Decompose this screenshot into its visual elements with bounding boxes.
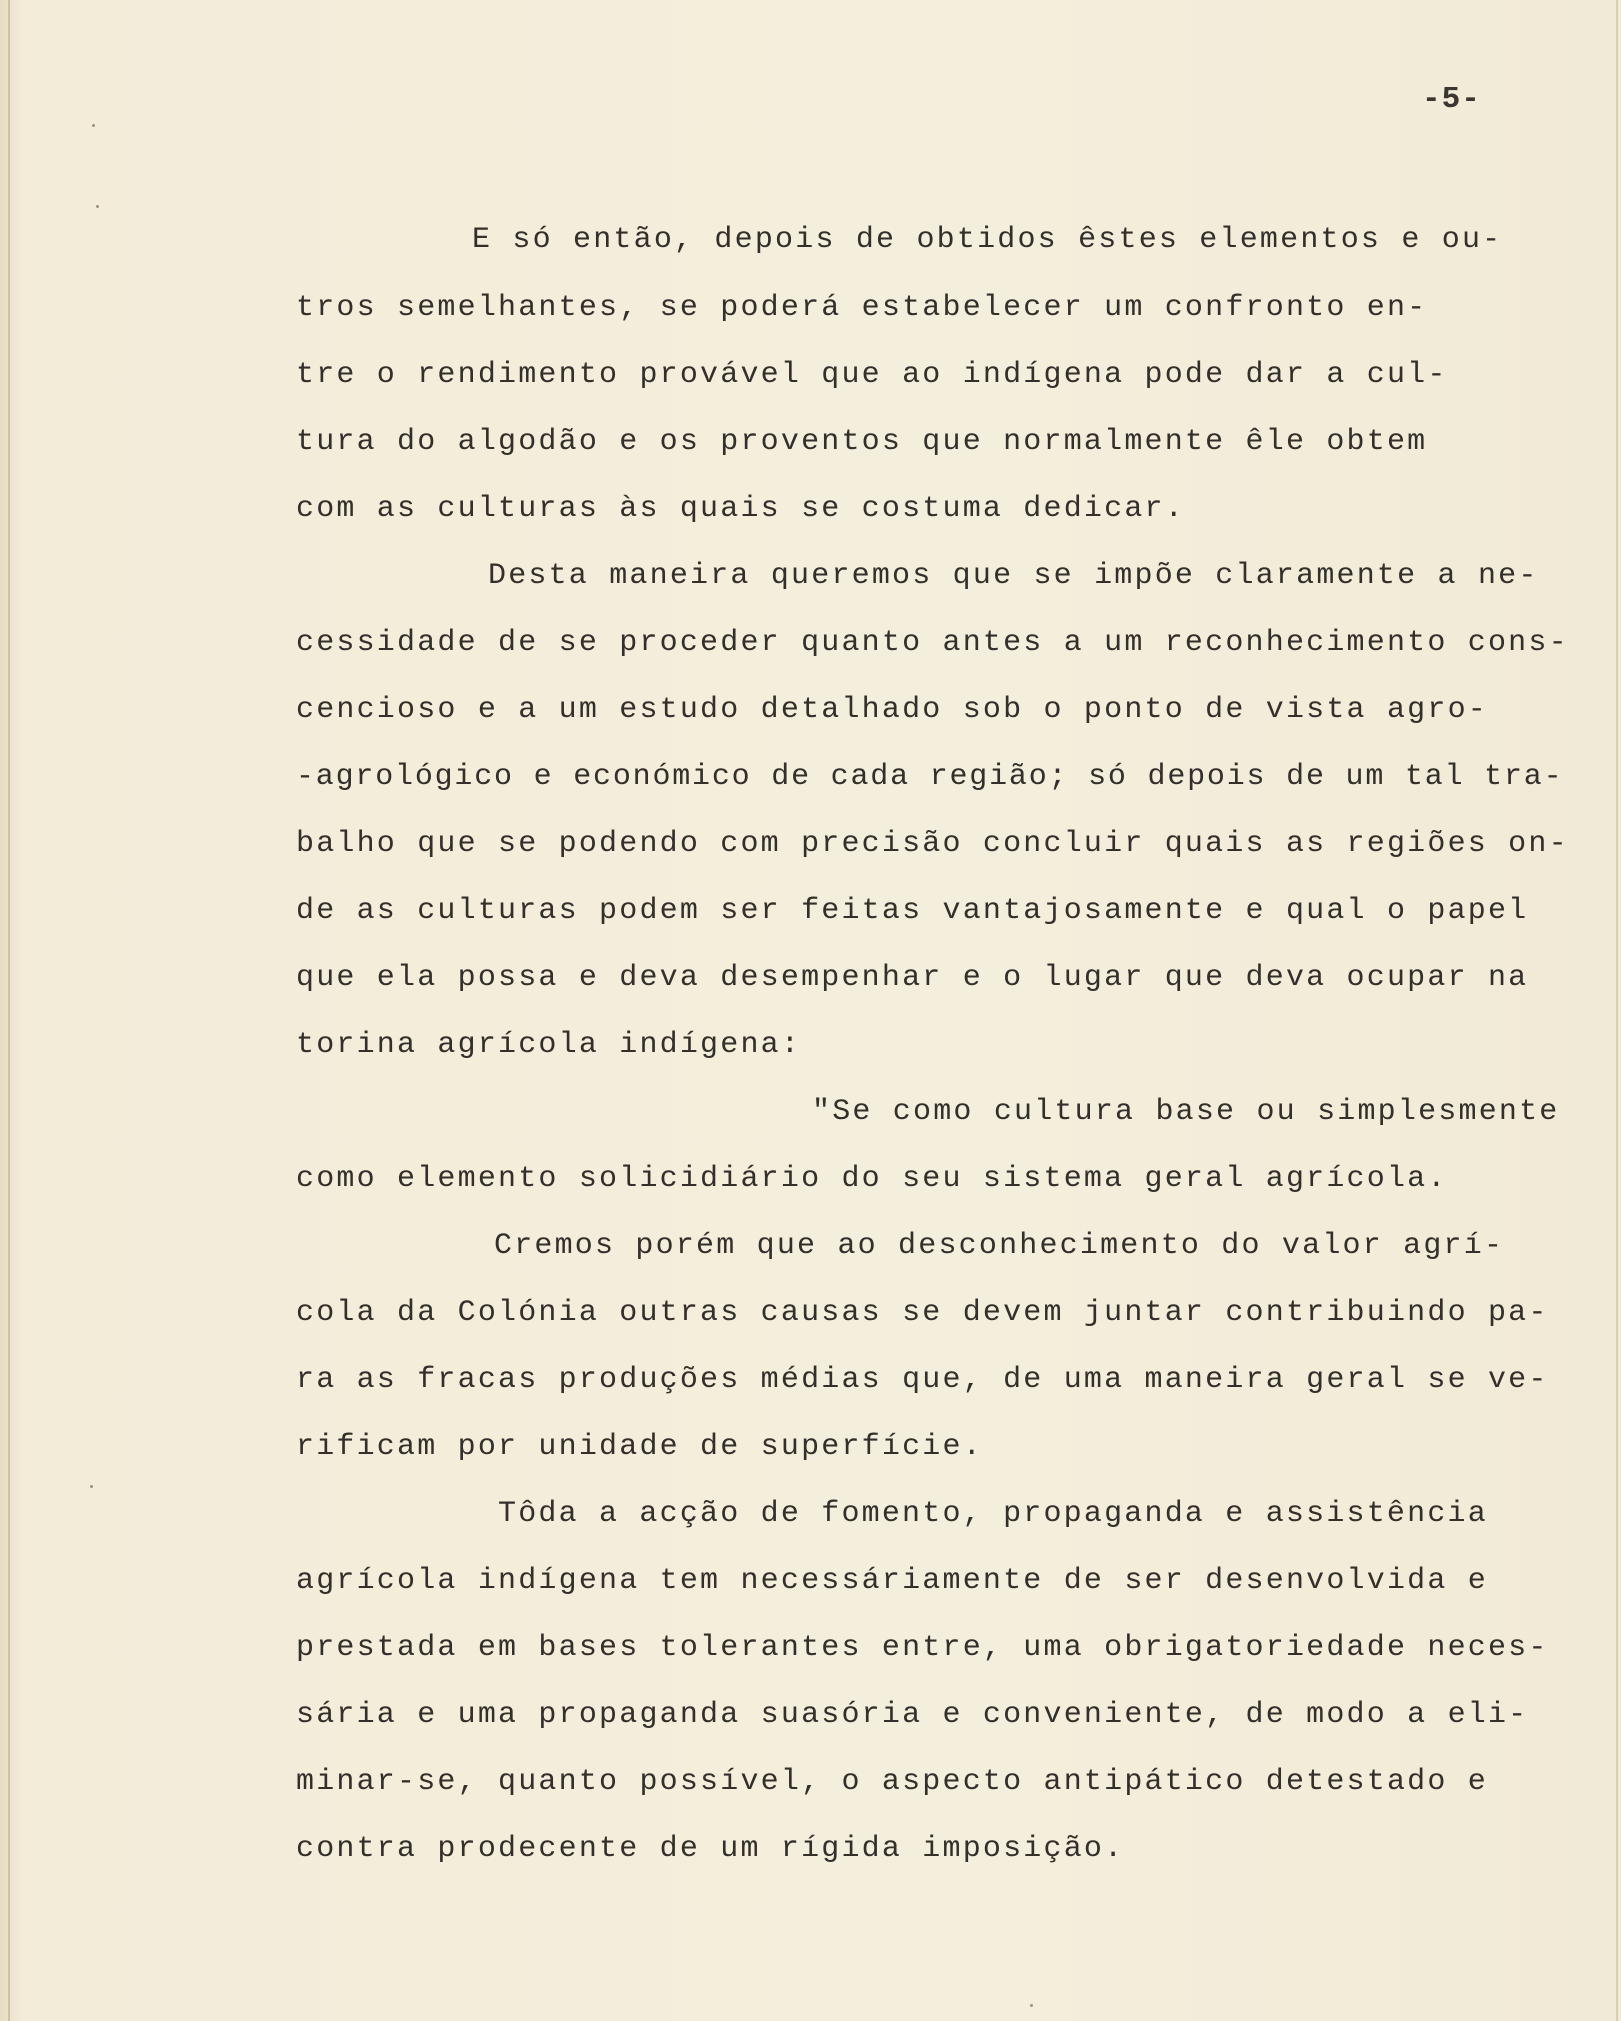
text-line: Cremos porém que ao desconhecimento do valor agrí- bbox=[494, 1229, 1505, 1263]
text-line: minar-se, quanto possível, o aspecto antipático detestado e bbox=[296, 1765, 1488, 1799]
page-number: -5- bbox=[1422, 82, 1481, 117]
text-line: -agrológico e económico de cada região; só depois de um tal tra- bbox=[296, 760, 1564, 794]
text-line: como elemento solicidiário do seu sistema geral agrícola. bbox=[296, 1162, 1448, 1196]
text-line: cencioso e a um estudo detalhado sob o ponto de vista agro- bbox=[296, 693, 1488, 727]
text-line: cola da Colónia outras causas se devem juntar contribuindo pa- bbox=[296, 1296, 1549, 1330]
text-line: ra as fracas produções médias que, de uma maneira geral se ve- bbox=[296, 1363, 1549, 1397]
paper-speck bbox=[1030, 2004, 1033, 2007]
text-line: E só então, depois de obtidos êstes elementos e ou- bbox=[472, 223, 1503, 257]
page-left-edge bbox=[8, 0, 10, 2021]
paper-speck bbox=[96, 205, 99, 208]
text-line: Tôda a acção de fomento, propaganda e assistência bbox=[498, 1497, 1488, 1531]
text-line: cessidade de se proceder quanto antes a um reconhecimento cons- bbox=[296, 626, 1569, 660]
text-line: tre o rendimento provável que ao indígena pode dar a cul- bbox=[296, 358, 1448, 392]
page-right-edge bbox=[1616, 0, 1618, 2021]
text-line: rificam por unidade de superfície. bbox=[296, 1430, 983, 1464]
text-line: prestada em bases tolerantes entre, uma obrigatoriedade neces- bbox=[296, 1631, 1549, 1665]
text-line: Desta maneira queremos que se impõe claramente a ne- bbox=[488, 559, 1539, 593]
text-line: agrícola indígena tem necessáriamente de ser desenvolvida e bbox=[296, 1564, 1488, 1598]
paper-speck bbox=[90, 1485, 93, 1488]
text-line: que ela possa e deva desempenhar e o lugar que deva ocupar na bbox=[296, 961, 1529, 995]
text-line: contra prodecente de um rígida imposição. bbox=[296, 1832, 1125, 1866]
text-line: torina agrícola indígena: bbox=[296, 1028, 802, 1062]
text-line: balho que se podendo com precisão concluir quais as regiões on- bbox=[296, 827, 1569, 861]
text-line: de as culturas podem ser feitas vantajosamente e qual o papel bbox=[296, 894, 1529, 928]
text-line: tros semelhantes, se poderá estabelecer um confronto en- bbox=[296, 291, 1428, 325]
text-line: sária e uma propaganda suasória e conveniente, de modo a eli- bbox=[296, 1698, 1529, 1732]
text-line: tura do algodão e os proventos que normalmente êle obtem bbox=[296, 425, 1428, 459]
paper-speck bbox=[92, 124, 95, 127]
text-line: com as culturas às quais se costuma dedicar. bbox=[296, 492, 1185, 526]
text-line: "Se como cultura base ou simplesmente bbox=[812, 1095, 1560, 1129]
